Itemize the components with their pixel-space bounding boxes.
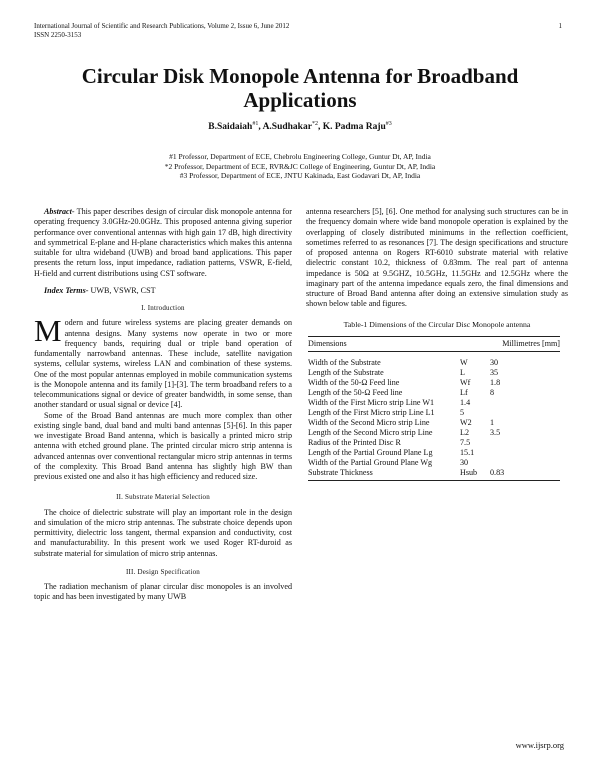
affiliation-line: #1 Professor, Department of ECE, Chebrolu Engineering College, Guntur Dt, AP, India (169, 152, 431, 161)
table-cell (490, 438, 560, 448)
table-cell: Length of the Second Micro strip Line (308, 427, 433, 437)
journal-header (34, 22, 289, 40)
table-cell: 5 (460, 407, 465, 417)
left-column (34, 207, 292, 603)
page-number: 1 (558, 22, 562, 30)
author-name: A.Sudhakar (262, 122, 312, 133)
table-row (308, 408, 560, 418)
table-cell: Substrate Thickness (308, 468, 460, 481)
table-cell: 0.83 (490, 468, 560, 481)
paper-title: Circular Disk Monopole Antenna for Broadband Applications (81, 64, 519, 112)
table-cell: Width of the Partial Ground Plane Wg (308, 457, 433, 467)
table-cell: Length of the First Micro strip Line L1 (308, 407, 435, 417)
index-terms-label: Index Terms (44, 285, 86, 295)
table-cell: Hsub (460, 468, 490, 481)
table-cell: Width of the 50-Ω Feed line (308, 377, 400, 387)
table-cell: 1 (490, 417, 495, 427)
table-row (308, 428, 560, 438)
table-cell: Width of the Second Micro strip Line (308, 417, 430, 427)
table-cell: Length of the Partial Ground Plane Lg (308, 447, 433, 457)
table-row (308, 378, 560, 388)
design-paragraph-start: The radiation mechanism of planar circular disc monopoles is an involved topic and has been investigated by many UWB (34, 582, 292, 602)
table-row (308, 468, 560, 481)
intro-paragraph-2: Some of the Broad Band antennas are much more complex than other existing single band, dual band and multi band antennas [5]-[6]. In this paper we investigate Broad Band antenna, which is basically a printed micro strip antenna with etched ground plane. The printed circular micro strip antenna is advanced antennas over conventional rectangular micro strip antennas in terms of the complexity. This Broad Band antenna has slightly high BW than previous existed one and also it has high efficiency and reduced size. (34, 410, 292, 481)
dimensions-table (308, 336, 560, 481)
author-name: K. Padma Raju (322, 122, 386, 133)
journal-citation: International Journal of Scientific and Research Publications, Volume 2, Issue 6, June 2012 (34, 22, 290, 30)
author-name: B.Saidaiah (208, 122, 253, 133)
footer-url: www.ijsrp.org (515, 740, 564, 750)
table-cell: Width of the Substrate (308, 357, 381, 367)
section-heading-substrate: II. Substrate Material Selection (116, 493, 210, 502)
table-row (308, 358, 560, 368)
table-header-row (308, 336, 560, 351)
table-cell: Width of the First Micro strip Line W1 (308, 397, 435, 407)
author-mark: *2 (311, 121, 318, 127)
table-row (308, 388, 560, 398)
section-heading-introduction: I. Introduction (141, 304, 185, 312)
table-caption: Table-1 Dimensions of the Circular Disc Monopole antenna (343, 319, 531, 329)
table-header-cell: Dimensions (308, 336, 490, 351)
drop-cap: M (34, 313, 62, 349)
table-cell: Length of the Substrate (308, 367, 384, 377)
table-cell: L (460, 367, 465, 377)
index-terms (34, 286, 292, 296)
table-cell: Wf (460, 377, 471, 387)
intro-paragraph (34, 313, 292, 410)
substrate-paragraph: The choice of dielectric substrate will play an important role in the design and simulation of the micro strip antennas. The substrate choice depends upon permittivity, dielectric loss tangent, thermal expansion and conductivity, cost and manufacturability. In this present work we used Roger RT-duroid as substrate material for simulation of micro strip antennas. (34, 507, 292, 558)
table-cell: Length of the 50-Ω Feed line (308, 387, 403, 397)
table-row (308, 458, 560, 468)
index-terms-text: - UWB, VSWR, CST (85, 285, 156, 295)
abstract (34, 207, 292, 279)
affiliation-line: #3 Professor, Department of ECE, JNTU Kakinada, East Godavari Dt, AP, India (179, 171, 421, 181)
table-row (308, 448, 560, 458)
table-cell: 3.5 (490, 427, 501, 437)
author-mark: #1 (252, 121, 259, 127)
right-column (306, 207, 568, 481)
author-list: B.Saidaiah$^{\#1}$, A.Sudhakar$^{*2}$, K. Padma Raju$^{\#3}$ (208, 121, 392, 133)
section-heading-design: III. Design Specification (125, 567, 200, 576)
table-cell: Radius of the Printed Disc R (308, 437, 401, 447)
affiliations (0, 152, 600, 181)
table-cell: W (460, 357, 468, 367)
table-header-cell: Millimetres [mm] (490, 336, 560, 351)
table-row (308, 368, 560, 378)
author-mark: #3 (385, 121, 392, 127)
table-cell: L2 (460, 427, 469, 437)
table-cell (490, 448, 560, 458)
abstract-label: Abstract- (44, 207, 75, 216)
table-cell: 30 (460, 457, 469, 467)
table-cell: 15.1 (460, 447, 475, 457)
table-cell (490, 398, 560, 408)
table-row (308, 398, 560, 408)
table-row (308, 418, 560, 428)
abstract-text: This paper describes design of circular disk monopole antenna for operating frequency 3.0GHz-20.0GHz. This proposed antenna giving superior performance over conventional antennas with high gain 17 dB, high directivity and symmetrical E-plane and H-plane characteristics which makes this antenna suitable for ultra wideband (UWB) and broad band applications. This paper presents the return loss, input impedance, radiation patterns, VSWR, E-field, H-field and current distributions using CST software. (34, 207, 292, 278)
table-cell: 1.8 (490, 377, 501, 387)
table-cell: 35 (490, 367, 499, 377)
table-cell: Lf (460, 387, 468, 397)
table-cell (490, 408, 560, 418)
table-row (308, 438, 560, 448)
issn: ISSN 2250-3153 (34, 31, 82, 39)
table-cell: 8 (490, 387, 495, 397)
table-cell: W2 (460, 417, 472, 427)
table-cell (490, 458, 560, 468)
design-paragraph-continued: antenna researchers [5], [6]. One method for analysing such structures can be in the frequency domain where wide band monopole operation is explained by the overlapping of closely distributed minimums in the reflection coefficient, sometimes referred to as resonances [7]. The design specifications and structure of proposed antenna on Rogers RT-6010 substrate material with relative dielectric constant 10.2, thickness of 0.83mm. The real part of antenna impedance is 50Ω at 9.5GHZ, 10.5GHz, 11.5GHz and 12.5GHz where the imaginary part of the antenna impedance equals zero, the final dimensions and structure of Broad Band antenna after doing an extensive simulation study as shown below table and figures. (306, 207, 568, 309)
table-cell: 30 (490, 357, 499, 367)
table-cell: 1.4 (460, 397, 471, 407)
intro-text: odern and future wireless systems are placing greater demands on antenna designs. Many systems now operate in two or more frequency bands, requiring dual or triple band operation of fundamentally narrowband antennas. These include, satellite navigation systems, cellular systems, wireless LAN and combination of these systems. One of the most popular antennas employed in mobile communication systems is the Monopole antenna and its family [1]-[3]. The term broadband refers to a telecommunications signal or device of greater bandwidth, in some sense, than another standard or usual signal or device [4]. (34, 318, 292, 410)
affiliation-line: *2 Professor, Department of ECE, RVR&JC College of Engineering, Guntur Dt, AP, India (164, 161, 436, 171)
table-cell: 7.5 (460, 437, 471, 447)
